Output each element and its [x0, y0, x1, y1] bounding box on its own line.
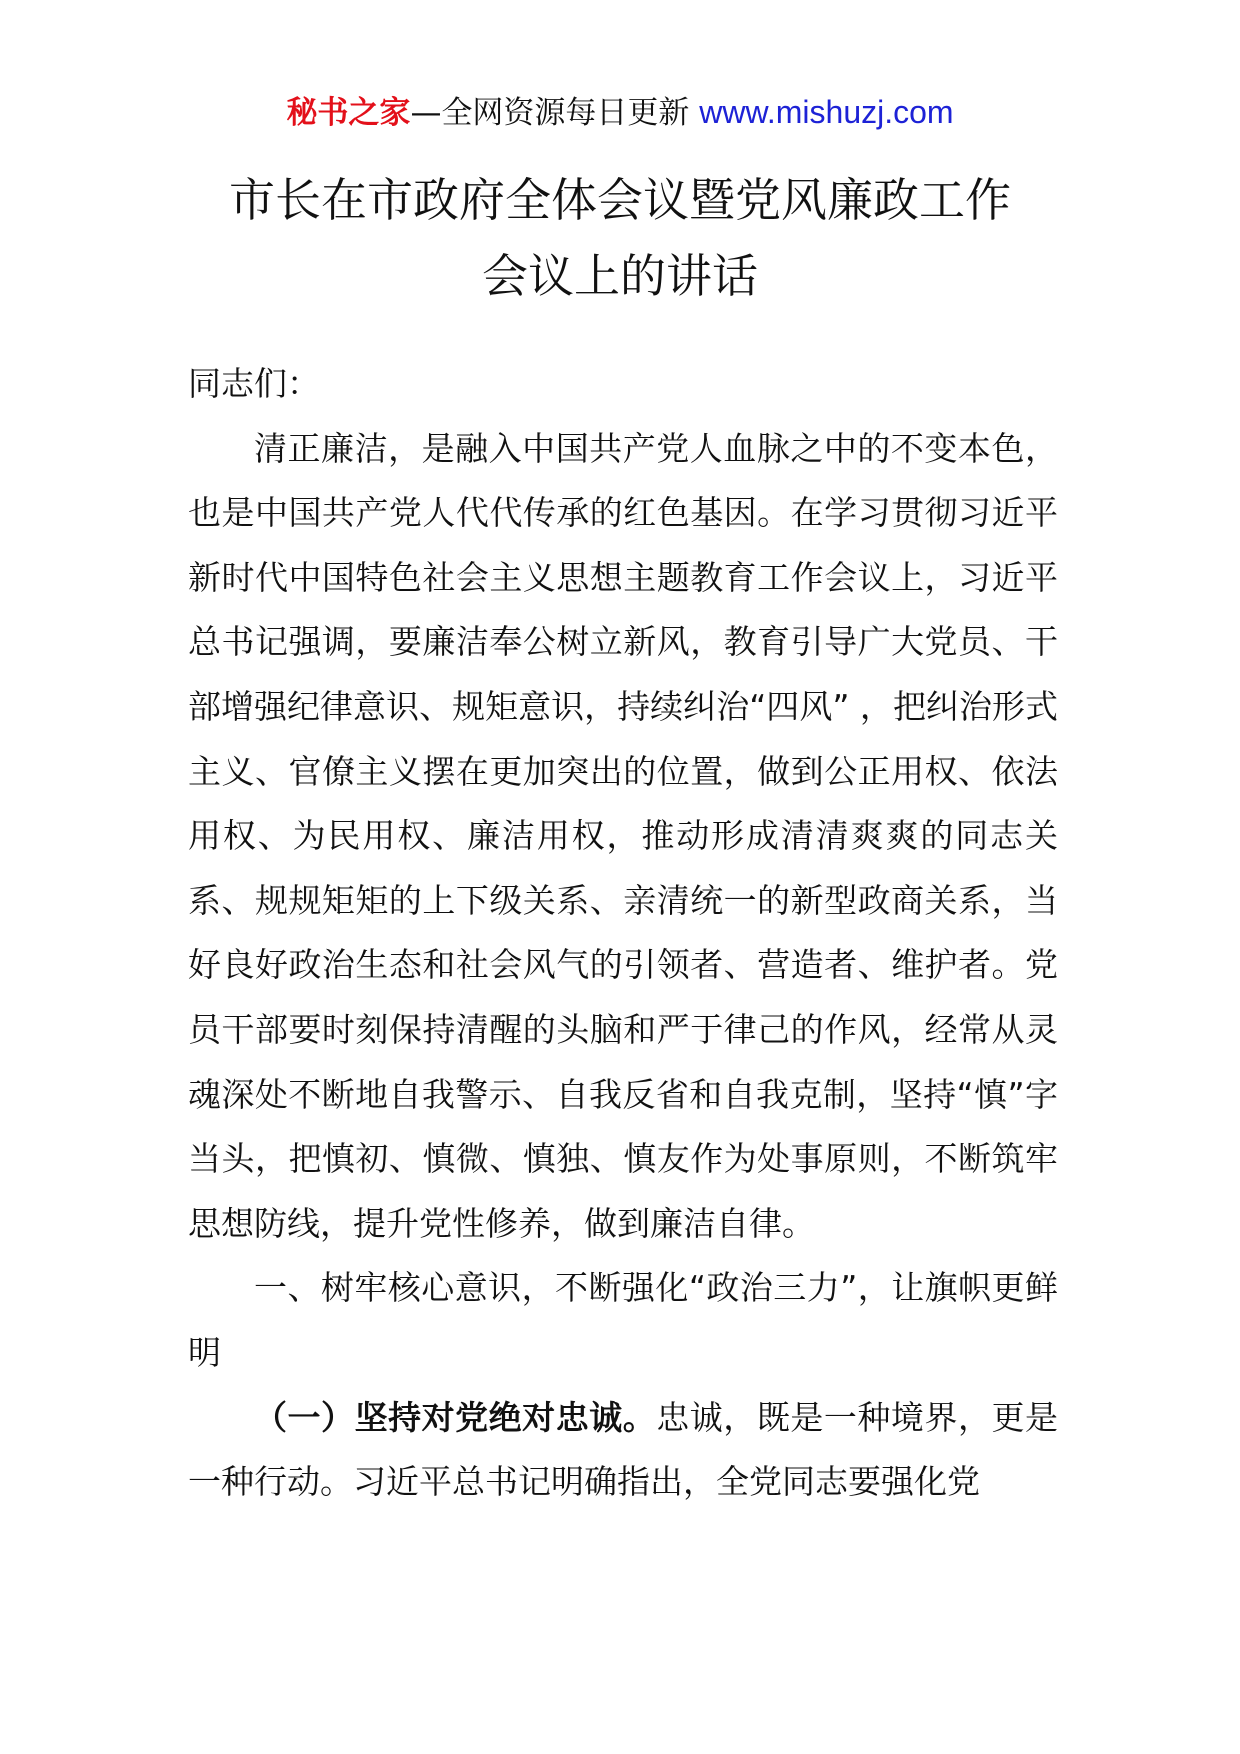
title-line-2: 会议上的讲话: [482, 249, 758, 303]
section-heading-1: 一、树牢核心意识，不断强化“政治三力”，让旗帜更鲜明: [188, 1268, 1058, 1372]
document-title: [0, 162, 1240, 314]
brand-name: 秘书之家: [286, 95, 411, 131]
document-body: [188, 352, 1058, 1515]
paragraph-sub-1: [188, 1386, 1058, 1515]
salutation: 同志们：: [188, 364, 320, 403]
sub-1-text: 忠诚，既是一种境界，更是一种行动。习近平总书记明确指出，全党同志要强化党: [188, 1397, 1059, 1502]
header-tagline: —全网资源每日更新: [410, 95, 700, 131]
title-line-1: 市长在市政府全体会议暨党风廉政工作: [229, 173, 1011, 227]
site-header: [0, 92, 1240, 133]
paragraph-intro: 清正廉洁，是融入中国共产党人血脉之中的不变本色，也是中国共产党人代代传承的红色基因。在学习贯彻习近平新时代中国特色社会主义思想主题教育工作会议上，习近平总书记强调，要廉洁奉公树立新风，教育引导广大党员、干部增强纪律意识、规矩意识，持续纠治“四风” ，把纠治形式主义、官僚主义摆在更加突出的位置，做到公正用权、依法用权、为民用权、廉洁用权，推动形成清清爽爽的同志关系、规规矩矩的上下级关系、亲清统一的新型政商关系，当好良好政治生态和社会风气的引领者、营造者、维护者。党员干部要时刻保持清醒的头脑和严于律己的作风，经常从灵魂深处不断地自我警示、自我反省和自我克制，坚持“慎”字当头，把慎初、慎微、慎独、慎友作为处事原则，不断筑牢思想防线，提升党性修养，做到廉洁自律。: [188, 428, 1058, 1243]
sub-heading-1: （一）坚持对党绝对忠诚。: [254, 1397, 657, 1437]
site-url-link[interactable]: www.mishuzj.com: [699, 94, 954, 130]
